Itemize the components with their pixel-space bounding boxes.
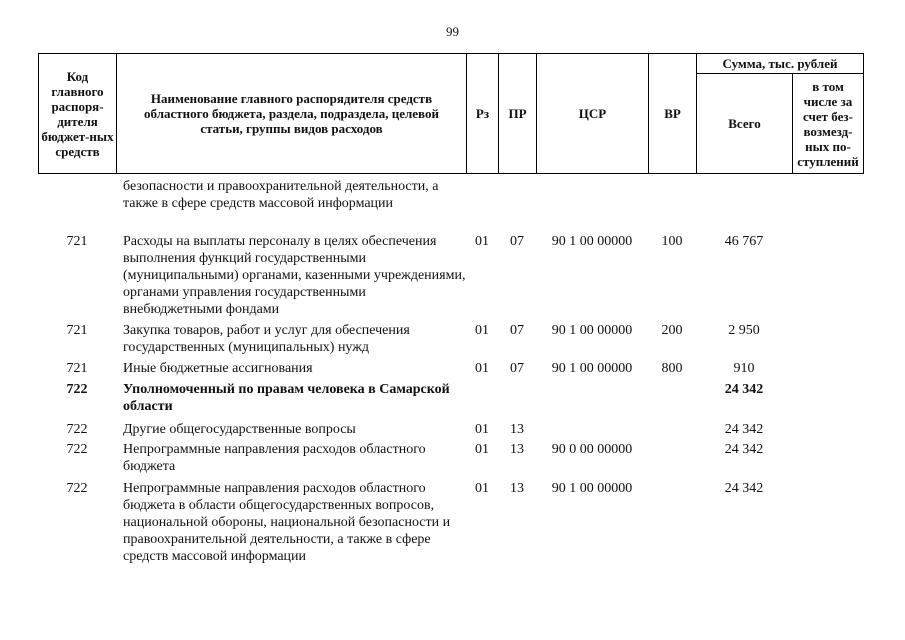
header-sum-label: Сумма, тыс. рублей — [722, 56, 838, 71]
row-total: 24 342 — [724, 382, 764, 397]
header-name — [116, 53, 467, 174]
row-code: 721 — [66, 234, 88, 249]
header-code — [38, 53, 117, 174]
row-total: 910 — [733, 361, 755, 376]
row-rz: 01 — [475, 422, 489, 437]
row-code: 722 — [66, 481, 88, 496]
page-number: 99 — [446, 24, 459, 39]
row-pr: 07 — [510, 234, 524, 249]
row-total: 2 950 — [728, 323, 760, 338]
row-rz: 01 — [475, 361, 489, 376]
row-vr: 200 — [661, 323, 683, 338]
row-vr: 100 — [661, 234, 683, 249]
row-csr: 90 1 00 00000 — [551, 323, 633, 338]
header-total — [696, 73, 793, 174]
row-total: 24 342 — [724, 422, 764, 437]
header-csr-label: ЦСР — [578, 106, 607, 121]
header-pr-label: ПР — [508, 106, 527, 121]
row-rz: 01 — [475, 323, 489, 338]
row-pr: 13 — [510, 481, 524, 496]
row-name: Расходы на выплаты персоналу в целях обеспечения выполнения функций государственными (муниципальными) органами, казенными учреждениями, органами управления государственными внебюджетными фондами — [123, 234, 466, 317]
row-total: 46 767 — [724, 234, 764, 249]
row-pr: 07 — [510, 323, 524, 338]
row-name: Непрограммные направления расходов областного бюджета в области общегосударственных вопросов, национальной обороны, национальной безопасности и правоохранительной деятельности, а также в сфере средств массовой информации — [123, 481, 451, 564]
row-csr: 90 1 00 00000 — [551, 361, 633, 376]
row-total: 24 342 — [724, 442, 764, 457]
header-rz-label: Рз — [475, 106, 490, 121]
row-code: 722 — [66, 422, 88, 437]
row-pr: 13 — [510, 422, 524, 437]
header-rz — [466, 53, 499, 174]
header-name-label: Наименование главного распорядителя средств областного бюджета, раздела, подраздела, целевой статьи, группы видов расходов — [144, 91, 439, 136]
row-name: Иные бюджетные ассигнования — [123, 361, 313, 376]
row-name: Закупка товаров, работ и услуг для обеспечения государственных (муниципальных) нужд — [123, 323, 410, 355]
continuation-text: безопасности и правоохранительной деятельности, а также в сфере средств массовой информации — [123, 179, 439, 211]
header-sum — [696, 53, 864, 74]
row-csr: 90 1 00 00000 — [551, 234, 633, 249]
row-name: Непрограммные направления расходов областного бюджета — [123, 442, 426, 474]
row-name: Другие общегосударственные вопросы — [123, 422, 356, 437]
header-gratuitous-label: в том числе за счет без-возмезд-ных по-ступлений — [797, 78, 859, 169]
header-gratuitous — [792, 73, 864, 174]
row-csr: 90 1 00 00000 — [551, 481, 633, 496]
header-csr — [536, 53, 649, 174]
row-rz: 01 — [475, 481, 489, 496]
row-name: Уполномоченный по правам человека в Самарской области — [123, 382, 450, 414]
row-total: 24 342 — [724, 481, 764, 496]
header-vr — [648, 53, 697, 174]
row-code: 721 — [66, 323, 88, 338]
row-pr: 13 — [510, 442, 524, 457]
row-code: 722 — [66, 442, 88, 457]
row-vr: 800 — [661, 361, 683, 376]
row-code: 721 — [66, 361, 88, 376]
row-rz: 01 — [475, 442, 489, 457]
header-code-label: Код главного распоря-дителя бюджет-ных средств — [41, 68, 114, 159]
row-csr: 90 0 00 00000 — [551, 442, 633, 457]
header-vr-label: ВР — [664, 106, 681, 121]
header-pr — [498, 53, 537, 174]
row-code: 722 — [66, 382, 88, 397]
row-rz: 01 — [475, 234, 489, 249]
row-pr: 07 — [510, 361, 524, 376]
header-total-label: Всего — [728, 116, 761, 131]
